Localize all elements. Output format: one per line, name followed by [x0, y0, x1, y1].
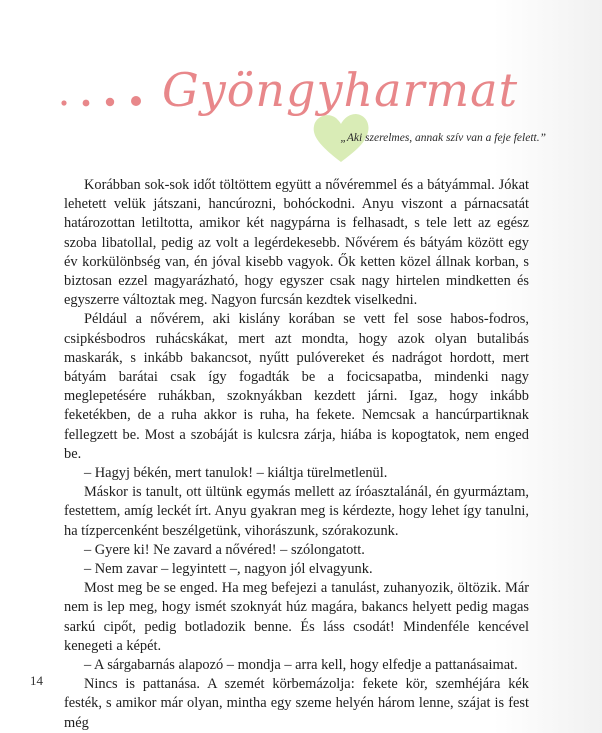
paragraph: Most meg be se enged. Ha meg befejezi a tanulást, zuhanyozik, öltözik. Már nem is lep meg, hogy ismét szoknyát húz magára, bakancs helyett pedig magas sarkú cipőt, pedig botladozik benne. És láss csodát! Mindenféle kencével kenegeti a képét. — [64, 580, 529, 654]
paragraph: Korábban sok-sok időt töltöttem együtt a nővéremmel és a bátyámmal. Jókat lehetett velük játszani, hancúrozni, bohóckodni. Anyu viszont a párnacsatát határozottan letiltotta, amikor két nagypárna is felhasadt, s tele lett az egész szoba libatollal, pedig az volt a legérdekesebb. Nővérem és bátyám között egy év korkülönbség van, én jóval kisebb vagyok. Ők ketten közel állnak korban, s biztosan ezzel magyarázható, hogy egyszer csak nagy hirtelen mindketten és egyszerre változtak meg. Nagyon furcsán kezdtek viselkedni. — [64, 177, 529, 309]
paragraph: Nincs is pattanása. A szemét körbemázolja: fekete kör, szemhéjára kék festék, s amikor már olyan, mintha egy szeme helyén három lenne, szájat is fest még — [64, 676, 529, 731]
page-number: 14 — [30, 673, 43, 688]
chapter-motto: „Aki szerelmes, annak szív van a feje felett.” — [340, 132, 546, 144]
paragraph: – Hagyj békén, mert tanulok! – kiáltja türelmetlenül. — [84, 465, 388, 482]
paragraph: Például a nővérem, aki kislány korában se vett fel sose habos-fodros, csipkésbodros ruhácskákat, mert azt mondta, hogy azok olyan butalibás maskarák, s inkább bakancsot, nyűtt pulóvereket és nadrágot hordott, mert bátyám barátai csak így fogadták be a focicsapatba, mindenki nagy meglepetésére ruhákban, szoknyákban kezdett járni. Igaz, hogy inkább feketékben, de a ruha akkor is ruha, ha fekete. Nemcsak a hancúrpartiknak fellegzett be. Most a szobáját is kulcsra zárja, hiába is kopogtatok, nem enged be. — [64, 311, 529, 462]
chapter-header — [56, 62, 576, 172]
decorative-dots-icon — [56, 88, 166, 112]
chapter-body — [64, 176, 529, 733]
chapter-title: Gyöngyharmat — [162, 63, 519, 117]
paragraph: – A sárgabarnás alapozó – mondja – arra kell, hogy elfedje a pattanásaimat. — [84, 657, 518, 674]
paragraph: – Gyere ki! Ne zavard a nővéred! – szólongatott. — [84, 541, 365, 558]
paragraph: – Nem zavar – legyintett –, nagyon jól elvagyunk. — [84, 561, 373, 578]
paragraph: Máskor is tanult, ott ültünk egymás mellett az íróasztalánál, én gyurmáztam, festettem, amíg leckét írt. Anyu gyakran meg is kérdezte, hogy lehet így tanulni, ha tízpercenként beszélgetünk, vihorászunk, szórakozunk. — [64, 484, 529, 539]
